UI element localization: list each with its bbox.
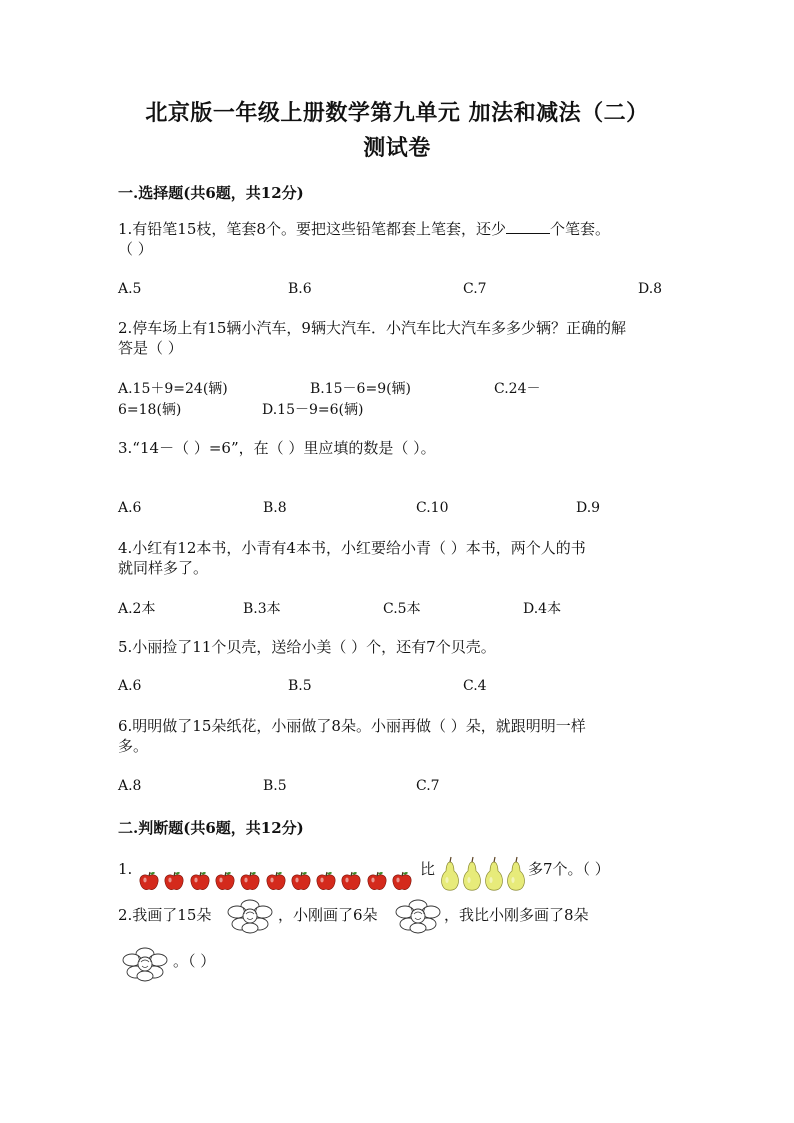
q2-option-c-cont: 6=18(辆)	[118, 402, 182, 418]
flower-drawing	[395, 898, 441, 934]
q3-option-a[interactable]: A.6	[118, 500, 142, 516]
flower-drawing	[122, 946, 168, 982]
apple-icon	[214, 870, 236, 892]
judgement-1-number: 1.	[118, 860, 133, 878]
apple-icon	[239, 870, 261, 892]
apple-icon	[366, 870, 388, 892]
judgement-2-part-3: ，我比小刚多画了8朵	[444, 906, 589, 924]
pear-icon	[460, 856, 484, 892]
q1-option-d[interactable]: D.8	[638, 281, 663, 297]
q6-option-c[interactable]: C.7	[416, 778, 440, 794]
judgement-2-part-2: ，小刚画了6朵	[278, 906, 378, 924]
question-1	[118, 219, 678, 259]
apple-icon	[138, 870, 160, 892]
flower-icon	[227, 898, 273, 934]
q3-option-b[interactable]: B.8	[263, 500, 287, 516]
page-title: 北京版一年级上册数学第九单元 加法和减法（二）	[145, 100, 649, 126]
apple-icon	[290, 870, 312, 892]
question-6-line-2: 多。	[118, 737, 149, 755]
q3-option-c[interactable]: C.10	[416, 500, 449, 516]
apple-row	[138, 870, 438, 894]
q2-option-b[interactable]: B.15－6=9(辆)	[310, 381, 412, 397]
q1-option-a[interactable]: A.5	[118, 281, 142, 297]
pear-icon	[482, 856, 506, 892]
apple-icon	[315, 870, 337, 892]
apple-icon	[189, 870, 211, 892]
apple-icon	[391, 870, 413, 892]
page-subtitle: 测试卷	[363, 135, 431, 161]
question-5: 5.小丽捡了11个贝壳，送给小美（ ）个，还有7个贝壳。	[118, 638, 496, 656]
judgement-1-compare-word: 比	[420, 860, 436, 878]
judgement-2-part-4: 。（ ）	[173, 952, 216, 970]
question-1-text-a: 1.有铅笔15枝，笔套8个。要把这些铅笔都套上笔套，还少	[118, 220, 506, 238]
judgement-2-part-1: 2.我画了15朵	[118, 906, 212, 924]
section-heading-judgement: 二.判断题(共6题，共12分)	[118, 819, 304, 837]
question-6-line-1: 6.明明做了15朵纸花，小丽做了8朵。小丽再做（ ）朵，就跟明明一样	[118, 717, 586, 735]
q4-option-a[interactable]: A.2本	[118, 601, 156, 617]
question-2	[118, 318, 678, 358]
q5-option-a[interactable]: A.6	[118, 678, 142, 694]
q4-option-b[interactable]: B.3本	[243, 601, 281, 617]
pear-icon	[438, 856, 462, 892]
q2-option-a[interactable]: A.15＋9=24(辆)	[118, 381, 228, 397]
flower-drawing	[227, 898, 273, 934]
q6-option-a[interactable]: A.8	[118, 778, 142, 794]
apple-icon	[265, 870, 287, 892]
answer-blank	[506, 219, 550, 234]
question-2-line-2: 答是（ ）	[118, 339, 183, 357]
q2-option-c[interactable]: C.24－	[494, 381, 541, 397]
q1-option-b[interactable]: B.6	[288, 281, 312, 297]
question-6	[118, 716, 678, 756]
q2-option-d[interactable]: D.15－9=6(辆)	[262, 402, 364, 418]
q5-option-c[interactable]: C.4	[463, 678, 487, 694]
judgement-2-continued	[118, 944, 318, 984]
judgement-1-tail: 多7个。（ ）	[528, 860, 610, 878]
q4-option-c[interactable]: C.5本	[383, 601, 421, 617]
apple-icon	[163, 870, 185, 892]
apple-icon	[340, 870, 362, 892]
question-1-text-c: （ ）	[118, 240, 153, 258]
question-4-line-2: 就同样多了。	[118, 559, 209, 577]
pear-icon	[504, 856, 528, 892]
q5-option-b[interactable]: B.5	[288, 678, 312, 694]
q4-option-d[interactable]: D.4本	[523, 601, 562, 617]
question-1-text-b: 个笔套。	[549, 220, 610, 238]
q1-option-c[interactable]: C.7	[463, 281, 487, 297]
question-3: 3.“14－（ ）=6”，在（ ）里应填的数是（ ）。	[118, 439, 436, 457]
q3-option-d[interactable]: D.9	[576, 500, 601, 516]
question-4	[118, 538, 678, 578]
flower-icon	[395, 898, 441, 934]
question-2-line-1: 2.停车场上有15辆小汽车，9辆大汽车．小汽车比大汽车多多少辆？正确的解	[118, 319, 626, 337]
q6-option-b[interactable]: B.5	[263, 778, 287, 794]
flower-icon	[122, 946, 168, 982]
section-heading-choice: 一.选择题(共6题，共12分)	[118, 184, 304, 202]
question-4-line-1: 4.小红有12本书，小青有4本书，小红要给小青（ ）本书，两个人的书	[118, 539, 586, 557]
judgement-2	[118, 898, 678, 938]
